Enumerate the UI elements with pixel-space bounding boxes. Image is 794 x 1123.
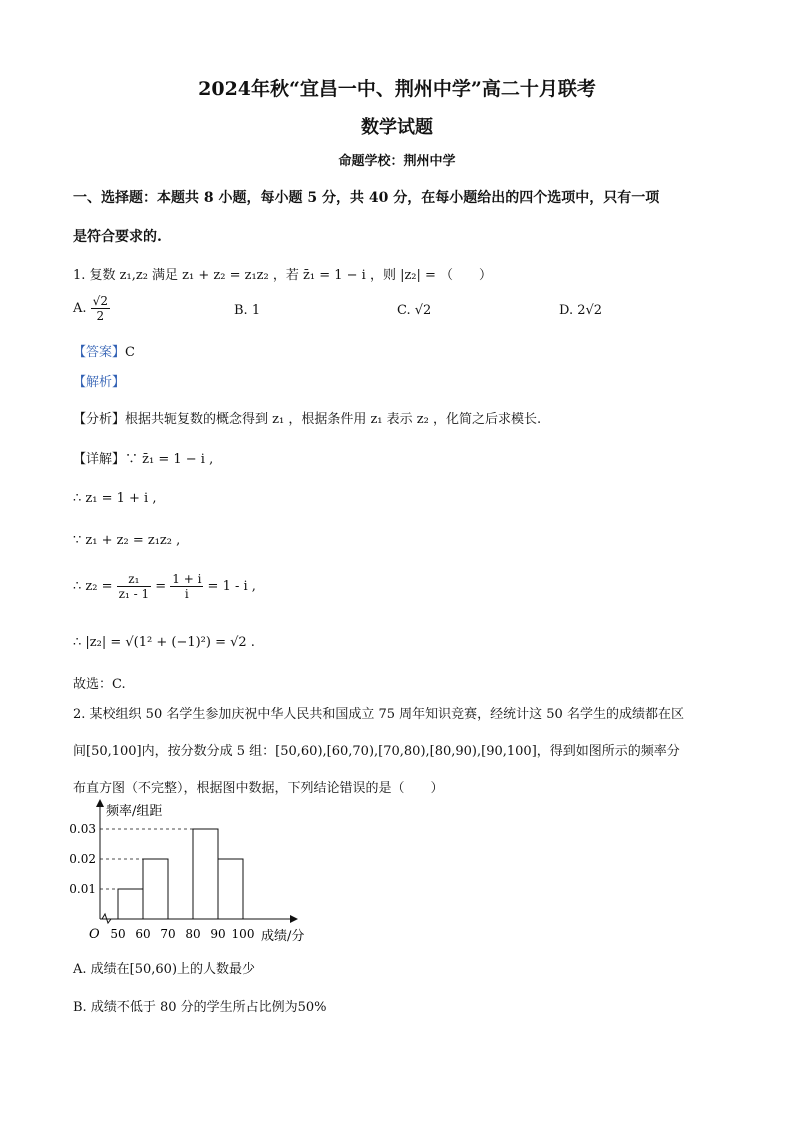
q1-detail-3: ∵ z₁ + z₂ = z₁z₂ , bbox=[73, 533, 181, 548]
q1-fraction-2-denominator: i bbox=[184, 587, 189, 601]
q1-option-d: D. 2√2 bbox=[559, 303, 603, 318]
q1-detail-4-tail: = 1 - i , bbox=[207, 579, 256, 594]
q1-option-a-denominator: 2 bbox=[96, 309, 105, 323]
histogram-bar bbox=[118, 889, 143, 919]
q1-option-a bbox=[73, 294, 110, 323]
q2-stem-line3: 布直方图（不完整），根据图中数据，下列结论错误的是（ ） bbox=[73, 781, 444, 796]
q1-fraction-1 bbox=[117, 572, 151, 601]
q1-fraction-2 bbox=[170, 572, 203, 601]
q1-option-a-label: A. bbox=[73, 301, 87, 316]
x-tick-label: 60 bbox=[135, 927, 151, 941]
q2-stem-line2: 间[50,100]内，按分数分成 5 组：[50,60),[60,70),[70,80),[80,90),[90,100]，得到如图所示的频率分 bbox=[73, 744, 680, 759]
page-title: 2024年秋“宜昌一中、荆州中学”高二十月联考 bbox=[198, 78, 596, 100]
x-axis-arrow bbox=[290, 915, 298, 923]
q1-option-a-numerator: √2 bbox=[92, 294, 108, 308]
q2-option-a: A. 成绩在[50,60)上的人数最少 bbox=[73, 962, 256, 977]
answer-tag: 【答案】 bbox=[73, 345, 126, 360]
answer-value: C bbox=[125, 345, 135, 360]
section-heading-line1: 一、选择题：本题共 8 小题，每小题 5 分，共 40 分，在每小题给出的四个选项中，只有一项 bbox=[73, 190, 660, 206]
y-tick-label: 0.01 bbox=[69, 882, 96, 896]
histogram-bar bbox=[143, 859, 168, 919]
x-tick-label: 50 bbox=[110, 927, 126, 941]
y-tick-label: 0.02 bbox=[69, 852, 96, 866]
q1-detail-4-prefix: ∴ z₂ = bbox=[73, 579, 117, 594]
q1-stem: 1. 复数 z₁,z₂ 满足 z₁ + z₂ = z₁z₂ ，若 z̄₁ = 1 − i ，则 |z₂| = （ ） bbox=[73, 268, 493, 283]
y-tick-label: 0.03 bbox=[69, 822, 96, 836]
q1-option-b: B. 1 bbox=[234, 303, 261, 318]
x-tick-label: 100 bbox=[231, 927, 255, 941]
x-tick-label: 70 bbox=[160, 927, 176, 941]
q2-option-b: B. 成绩不低于 80 分的学生所占比例为50% bbox=[73, 1000, 327, 1015]
q1-detail-4: ∴ z₂ = $\frac{\text{z₁}}{\text{z₁ - 1}}$ = $\frac{1 + i}{i}$ = 1 - i , bbox=[73, 572, 256, 601]
q1-fraction-1-denominator: z₁ - 1 bbox=[118, 587, 150, 601]
y-axis-label: 频率/组距 bbox=[106, 804, 163, 819]
q1-option-a-fraction bbox=[91, 294, 110, 323]
section-heading-line2: 是符合要求的. bbox=[73, 229, 162, 245]
y-axis-arrow bbox=[96, 799, 104, 807]
histogram-chart bbox=[60, 795, 330, 950]
q2-stem-line1: 2. 某校组织 50 名学生参加庆祝中华人民共和国成立 75 周年知识竞赛，经统计这 50 名学生的成绩都在区 bbox=[73, 707, 684, 722]
school-line: 命题学校：荆州中学 bbox=[338, 154, 456, 169]
histogram-bar bbox=[193, 829, 218, 919]
x-axis-label: 成绩/分 bbox=[261, 929, 305, 944]
q1-fraction-1-numerator: z₁ bbox=[117, 572, 151, 587]
histogram-bar bbox=[218, 859, 243, 919]
q1-fenxi: 【分析】根据共轭复数的概念得到 z₁ ，根据条件用 z₁ 表示 z₂ ，化简之后求模长. bbox=[73, 412, 542, 427]
q1-detail-1: 【详解】∵ z̄₁ = 1 − i , bbox=[73, 452, 214, 467]
origin-label: O bbox=[89, 927, 100, 942]
q1-analysis-tag: 【解析】 bbox=[73, 375, 126, 390]
page-subtitle: 数学试题 bbox=[361, 117, 433, 138]
q1-detail-2: ∴ z₁ = 1 + i , bbox=[73, 491, 157, 506]
q1-conclusion: 故选：C. bbox=[73, 677, 126, 692]
x-tick-label: 90 bbox=[210, 927, 226, 941]
q1-detail-5: ∴ |z₂| = √(1² + (−1)²) = √2 . bbox=[73, 635, 255, 650]
q1-answer bbox=[73, 341, 135, 360]
q1-option-c: C. √2 bbox=[397, 303, 432, 318]
q1-fraction-2-numerator: 1 + i bbox=[172, 572, 202, 586]
x-tick-label: 80 bbox=[185, 927, 201, 941]
